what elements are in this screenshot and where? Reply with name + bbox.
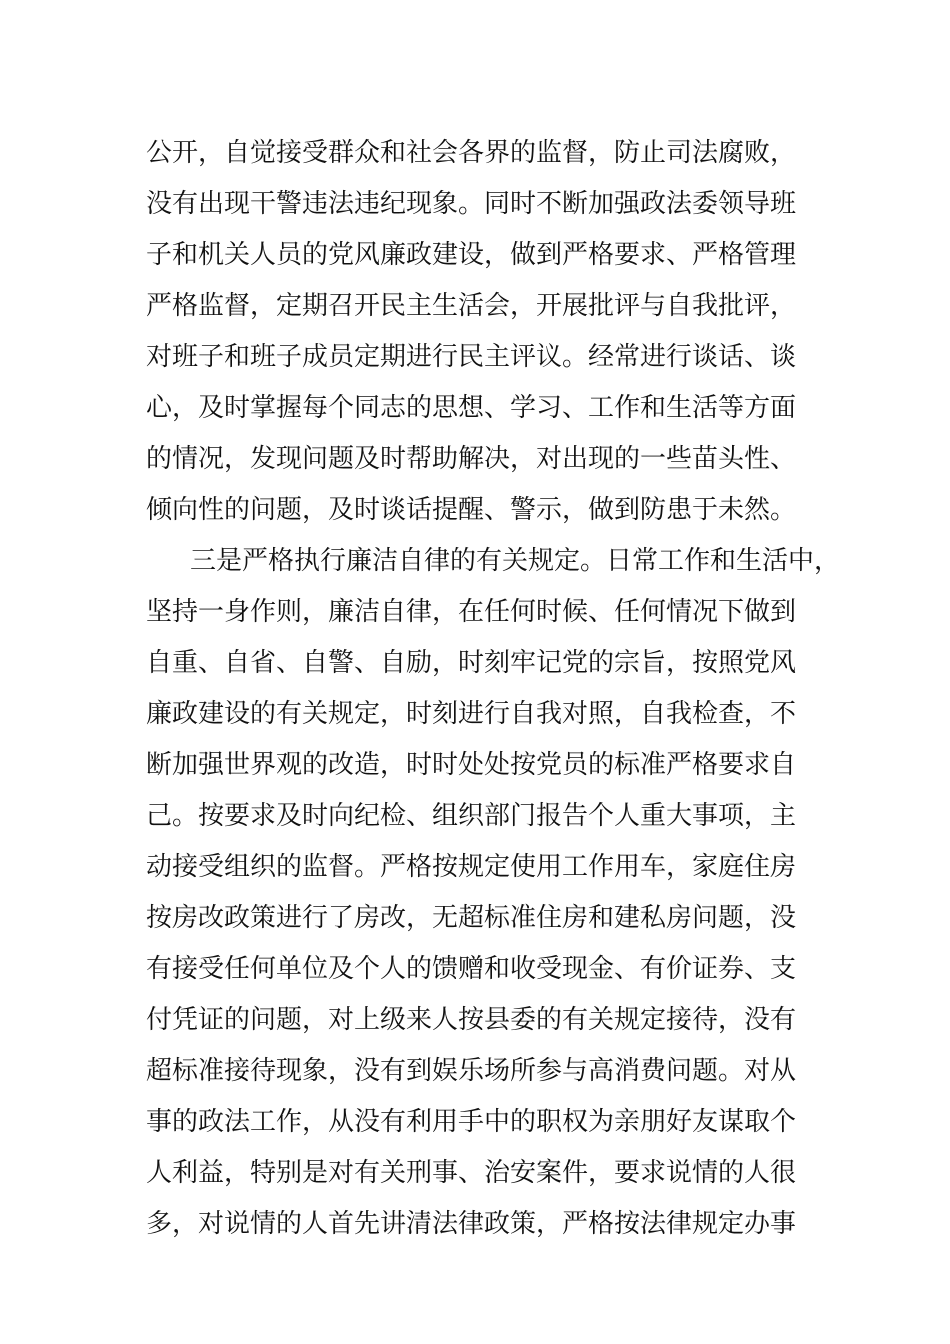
text-line: 倾向性的问题，及时谈话提醒、警示，做到防患于未然。 <box>146 495 797 525</box>
text-line: 心，及时掌握每个同志的思想、学习、工作和生活等方面 <box>146 393 797 423</box>
body-text <box>146 128 846 1250</box>
text-line: 动接受组织的监督。严格按规定使用工作用车，家庭住房 <box>146 852 797 882</box>
text-line: 己。按要求及时向纪检、组织部门报告个人重大事项，主 <box>146 801 797 831</box>
text-line: 付凭证的问题，对上级来人按县委的有关规定接待，没有 <box>146 1005 797 1035</box>
text-line: 没有出现干警违法违纪现象。同时不断加强政法委领导班 <box>146 189 797 219</box>
paragraph-start-line: 三是严格执行廉洁自律的有关规定。日常工作和生活中， <box>190 546 841 576</box>
text-line: 严格监督，定期召开民主生活会，开展批评与自我批评， <box>146 291 797 321</box>
text-line: 公开，自觉接受群众和社会各界的监督，防止司法腐败， <box>146 138 797 168</box>
text-line: 有接受任何单位及个人的馈赠和收受现金、有价证券、支 <box>146 954 797 984</box>
text-line: 坚持一身作则，廉洁自律，在任何时候、任何情况下做到 <box>146 597 797 627</box>
text-line: 自重、自省、自警、自励，时刻牢记党的宗旨，按照党风 <box>146 648 797 678</box>
text-line: 的情况，发现问题及时帮助解决，对出现的一些苗头性、 <box>146 444 797 474</box>
text-line: 事的政法工作，从没有利用手中的职权为亲朋好友谋取个 <box>146 1107 797 1137</box>
text-line: 按房改政策进行了房改，无超标准住房和建私房问题，没 <box>146 903 797 933</box>
text-line: 对班子和班子成员定期进行民主评议。经常进行谈话、谈 <box>146 342 797 372</box>
text-line: 断加强世界观的改造，时时处处按党员的标准严格要求自 <box>146 750 797 780</box>
text-line: 子和机关人员的党风廉政建设，做到严格要求、严格管理 <box>146 240 797 270</box>
text-line: 廉政建设的有关规定，时刻进行自我对照，自我检查，不 <box>146 699 797 729</box>
text-line: 多，对说情的人首先讲清法律政策，严格按法律规定办事 <box>146 1209 797 1239</box>
text-line: 人利益，特别是对有关刑事、治安案件，要求说情的人很 <box>146 1158 797 1188</box>
text-line: 超标准接待现象，没有到娱乐场所参与高消费问题。对从 <box>146 1056 797 1086</box>
